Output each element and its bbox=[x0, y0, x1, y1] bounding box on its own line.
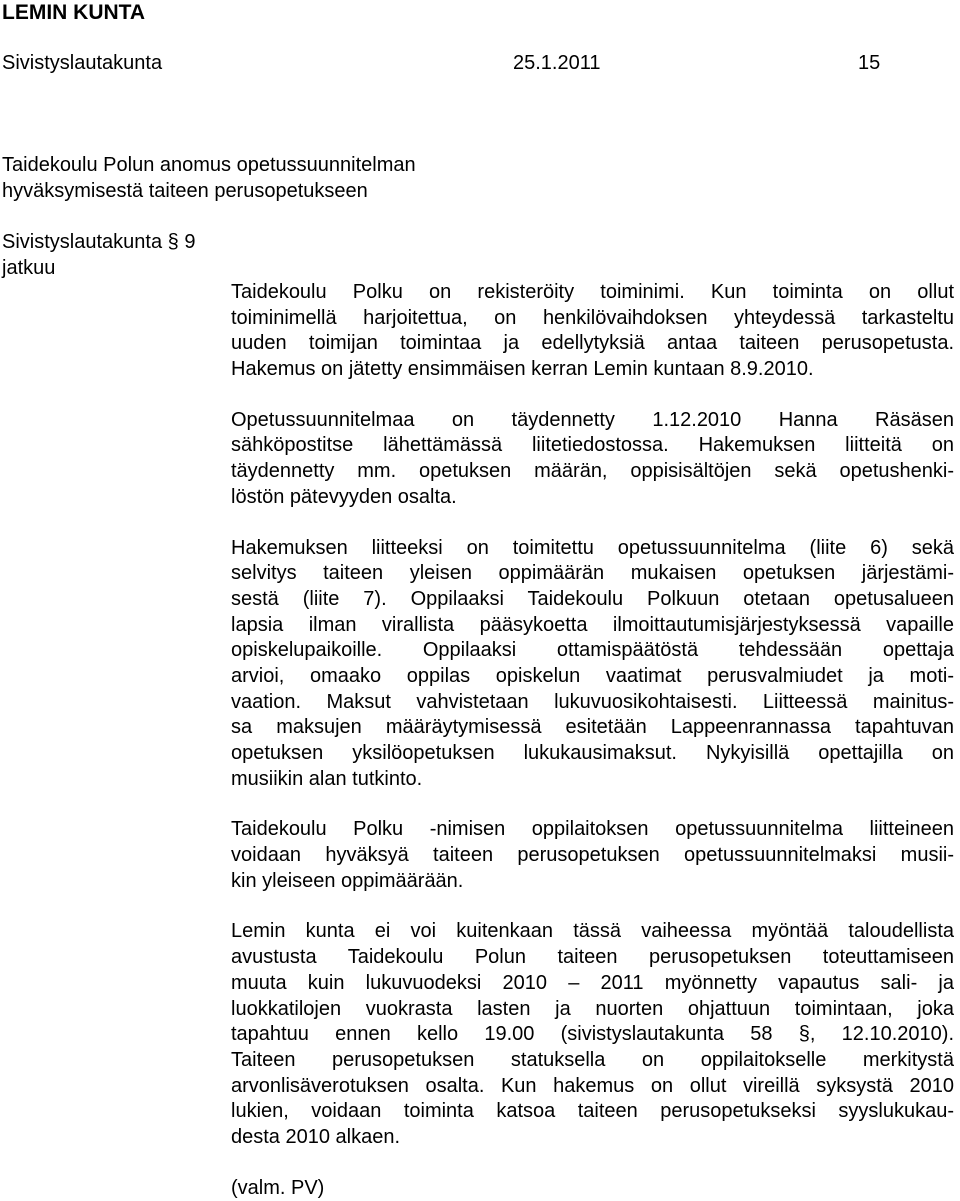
text-line: lukien, voidaan toiminta katsoa taiteen perusopetukseksi syyslukukau- bbox=[231, 1100, 954, 1123]
text-line: toiminimellä harjoitettua, on henkilövaihdoksen yhteydessä tarkasteltu bbox=[231, 306, 954, 329]
organization-name: LEMIN KUNTA bbox=[2, 1, 146, 24]
text-line: arvioi, omaako oppilas opiskelun vaatimat perusvalmiudet ja moti- bbox=[231, 664, 954, 687]
text-line: Taidekoulu Polku on rekisteröity toiminimi. Kun toiminta on ollut bbox=[231, 281, 954, 303]
text-line: sa maksujen määräytymisessä esitetään Lappeenrannassa tapahtuvan bbox=[231, 716, 954, 739]
text-line: sähköpostitse lähettämässä liitetiedostossa. Hakemuksen liitteitä on bbox=[231, 434, 954, 457]
text-line: voidaan hyväksyä taiteen perusopetuksen opetussuunnitelmaksi musii- bbox=[231, 844, 954, 867]
text-line: opetuksen yksilöopetuksen lukukausimaksut. Nykyisillä opettajilla on bbox=[231, 742, 954, 764]
paragraph-3 bbox=[231, 536, 954, 793]
text-line: vaation. Maksut vahvistetaan lukuvuosikohtaisesti. Liitteessä mainitus- bbox=[231, 690, 954, 713]
text-line: löstön pätevyyden osalta. bbox=[231, 485, 457, 508]
title-line: hyväksymisestä taiteen perusopetukseen bbox=[2, 180, 368, 202]
text-line: (valm. PV) bbox=[231, 1176, 325, 1199]
committee-name: Sivistyslautakunta bbox=[2, 52, 163, 74]
text-line: Taidekoulu Polku -nimisen oppilaitoksen opetussuunnitelma liitteineen bbox=[231, 818, 954, 841]
section-continued-label: jatkuu bbox=[2, 257, 56, 279]
text-line: Lemin kunta ei voi kuitenkaan tässä vaiheessa myöntää taloudellista bbox=[231, 920, 954, 943]
text-line: Opetussuunnitelmaa on täydennetty 1.12.2010 Hanna Räsäsen bbox=[231, 408, 954, 431]
section-reference-line: Sivistyslautakunta § 9 bbox=[2, 231, 196, 253]
text-line: arvonlisäverotuksen osalta. Kun hakemus on ollut vireillä syksystä 2010 bbox=[231, 1074, 954, 1097]
text-line: Hakemuksen liitteeksi on toimitettu opetussuunnitelma (liite 6) sekä bbox=[231, 536, 954, 559]
text-line: Taiteen perusopetuksen statuksella on oppilaitokselle merkitystä bbox=[231, 1048, 954, 1071]
paragraph-1 bbox=[231, 280, 954, 383]
text-line: selvitys taiteen yleisen oppimäärän mukaisen opetuksen järjestämi- bbox=[231, 562, 954, 585]
text-line: desta 2010 alkaen. bbox=[231, 1125, 401, 1148]
paragraph-5 bbox=[231, 919, 954, 1150]
document-title bbox=[2, 152, 416, 204]
text-line: lapsia ilman virallista pääsykoetta ilmoittautumisjärjestyksessä vapaille bbox=[231, 613, 954, 636]
text-line: tapahtuu ennen kello 19.00 (sivistyslautakunta 58 §, 12.10.2010). bbox=[231, 1023, 954, 1046]
title-line: Taidekoulu Polun anomus opetussuunnitelman bbox=[2, 154, 416, 176]
meeting-date: 25.1.2011 bbox=[513, 52, 601, 74]
text-line: muuta kuin lukuvuodeksi 2010 – 2011 myönnetty vapautus sali- ja bbox=[231, 971, 954, 994]
text-line: sestä (liite 7). Oppilaaksi Taidekoulu Polkuun otetaan opetusalueen bbox=[231, 587, 954, 610]
page-number: 15 bbox=[858, 52, 881, 74]
paragraph-2 bbox=[231, 408, 954, 511]
text-line: opiskelupaikoille. Oppilaaksi ottamispäätöstä tehdessään opettaja bbox=[231, 639, 954, 662]
section-reference bbox=[2, 229, 195, 281]
document-body bbox=[231, 280, 954, 1201]
text-line: musiikin alan tutkinto. bbox=[231, 767, 423, 790]
text-line: avustusta Taidekoulu Polun taiteen perusopetuksen toteuttamiseen bbox=[231, 946, 954, 969]
text-line: täydennetty mm. opetuksen määrän, oppisisältöjen sekä opetushenki- bbox=[231, 460, 954, 483]
text-line: kin yleiseen oppimäärään. bbox=[231, 869, 464, 892]
paragraph-4 bbox=[231, 817, 954, 894]
text-line: luokkatilojen vuokrasta lasten ja nuorten ohjattuun toimintaan, joka bbox=[231, 997, 954, 1020]
text-line: uuden toimijan toimintaa ja edellytyksiä antaa taiteen perusopetusta. bbox=[231, 332, 954, 355]
text-line: Hakemus on jätetty ensimmäisen kerran Lemin kuntaan 8.9.2010. bbox=[231, 358, 814, 381]
preparer-note bbox=[231, 1176, 954, 1201]
